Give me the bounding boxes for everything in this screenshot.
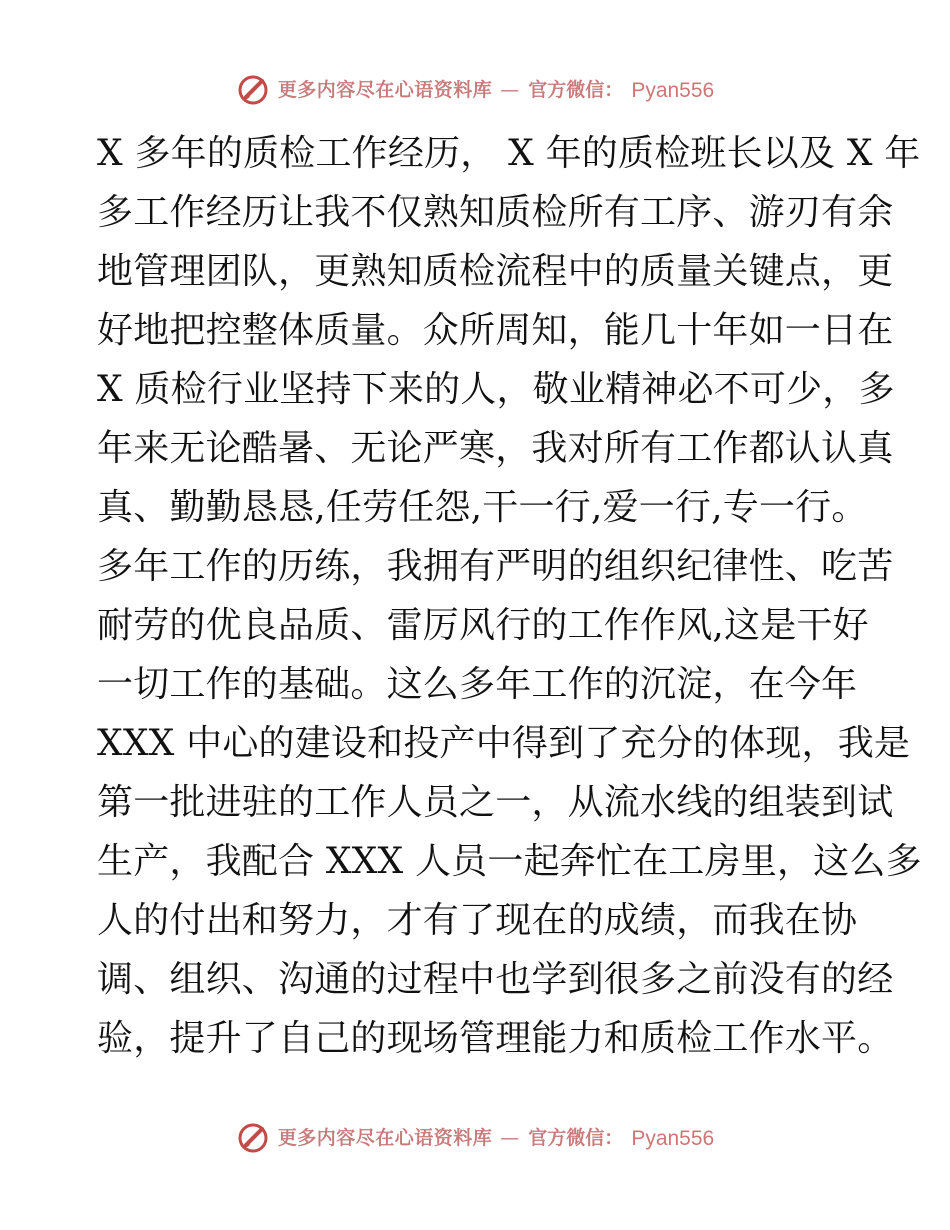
text-line: 人的付出和努力，才有了现在的成绩，而我在协 [97,900,858,941]
header-watermark-title: 更多内容尽在心语资料库 [277,78,493,101]
header-watermark [0,70,950,110]
text-line: 地管理团队，更熟知质检流程中的质量关键点，更 [97,251,894,292]
text-line: 验，提升了自己的现场管理能力和质检工作水平。 [97,1018,894,1059]
footer-watermark-dash: — [500,1126,521,1149]
footer-watermark [0,1118,950,1158]
brush-pen-logo-icon [236,73,270,107]
text-line: 生产，我配合 XXX 人员一起奔忙在工房里，这么多 [97,841,922,882]
brush-pen-logo-icon [236,1121,270,1155]
document-body [97,124,922,1068]
text-line: X 多年的质检工作经历， X 年的质检班长以及 X 年 [97,133,921,174]
text-line: X 质检行业坚持下来的人，敬业精神必不可少，多 [97,369,895,410]
text-line: 调、组织、沟通的过程中也学到很多之前没有的经 [97,959,894,1000]
text-line: 多工作经历让我不仅熟知质检所有工序、游刃有余 [97,192,894,233]
text-line: 真、勤勤恳恳,任劳任怨,干一行,爱一行,专一行。 [97,487,868,528]
text-line: 多年工作的历练，我拥有严明的组织纪律性、吃苦 [97,546,894,587]
text-line: 年来无论酷暑、无论严寒，我对所有工作都认认真 [97,428,894,469]
footer-watermark-wechat-id: Pyan556 [631,1126,715,1150]
footer-watermark-title: 更多内容尽在心语资料库 [277,1126,493,1149]
header-watermark-wechat-label: 官方微信： [528,78,624,101]
text-line: 第一批进驻的工作人员之一，从流水线的组装到试 [97,782,894,823]
text-line: 一切工作的基础。这么多年工作的沉淀，在今年 [97,664,858,705]
header-watermark-dash: — [500,78,521,101]
text-line: XXX 中心的建设和投产中得到了充分的体现，我是 [97,723,911,764]
header-watermark-wechat-id: Pyan556 [631,78,715,102]
text-line: 耐劳的优良品质、雷厉风行的工作作风,这是干好 [97,605,869,646]
text-line: 好地把控整体质量。众所周知，能几十年如一日在 [97,310,894,351]
footer-watermark-wechat-label: 官方微信： [528,1126,624,1149]
